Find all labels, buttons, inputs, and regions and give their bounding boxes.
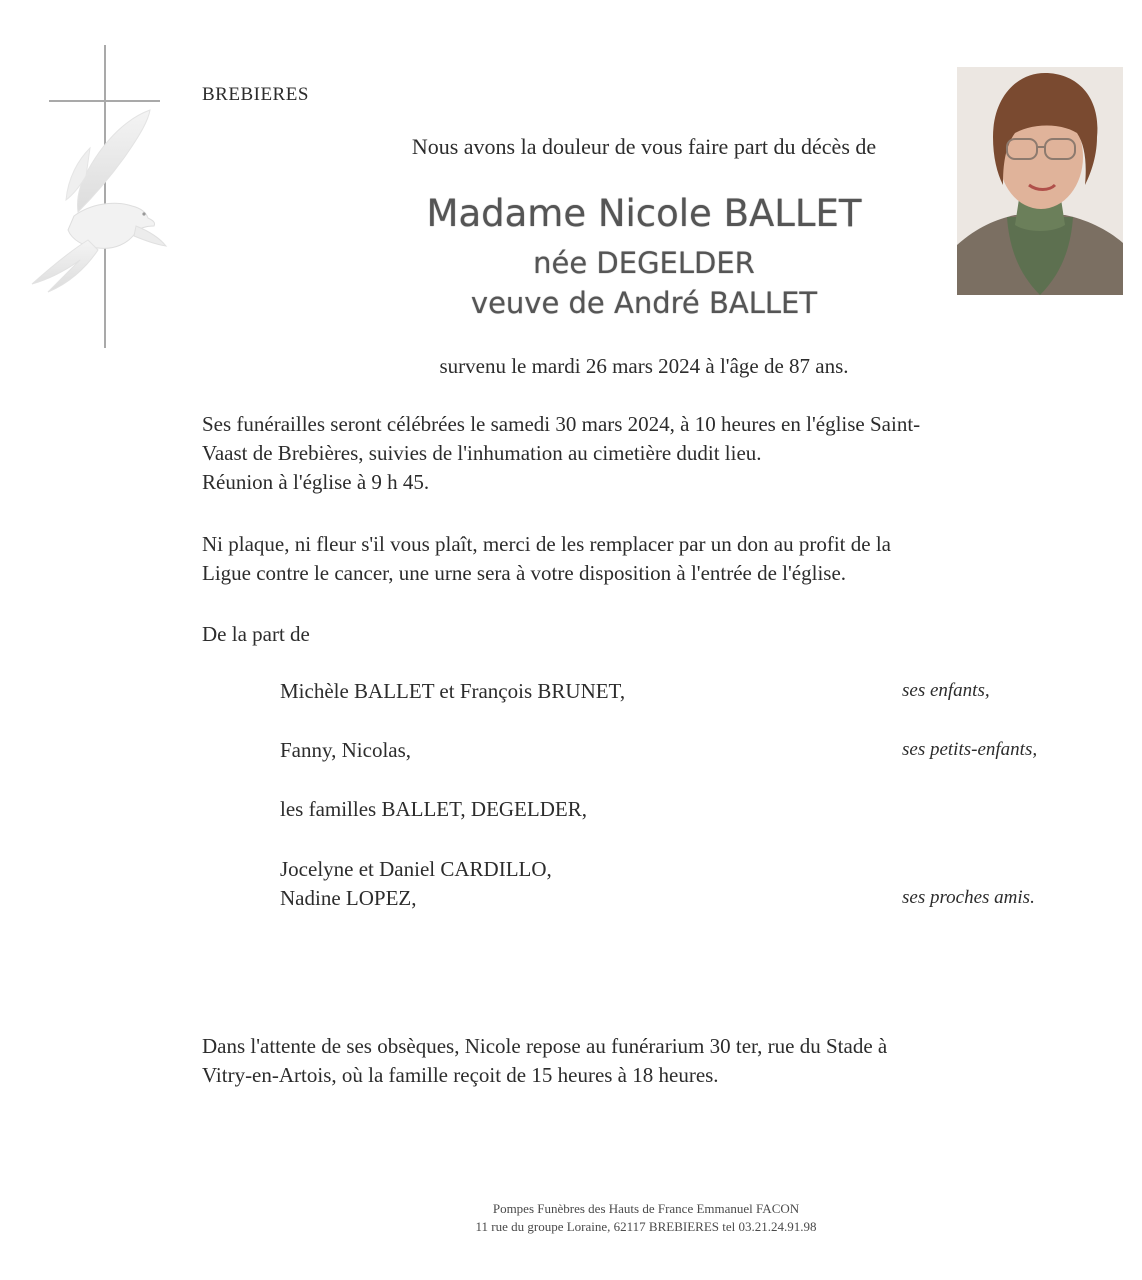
wake-line: Dans l'attente de ses obsèques, Nicole repose au funérarium 30 ter, rue du Stade à (202, 1034, 888, 1058)
relation-grandchildren: ses petits-enfants, (902, 739, 1038, 760)
deceased-name: Madame Nicole BALLET (426, 192, 862, 235)
family-friends-2: Nadine LOPEZ, (280, 886, 417, 910)
family-children: Michèle BALLET et François BRUNET, (280, 679, 626, 703)
flowers-paragraph (202, 530, 1072, 588)
relation-children: ses enfants, (902, 680, 990, 701)
intro-text: Nous avons la douleur de vous faire part du décès de (411, 134, 877, 159)
funeral-line: Vaast de Brebières, suivies de l'inhumation au cimetière dudit lieu. (202, 441, 762, 465)
from-label: De la part de (202, 622, 310, 646)
death-date-line: survenu le mardi 26 mars 2024 à l'âge de 87 ans. (439, 354, 849, 378)
place-name: BREBIERES (202, 84, 309, 105)
footer (300, 1200, 992, 1236)
widow-of: veuve de André BALLET (470, 286, 818, 320)
flowers-line: Ligue contre le cancer, une urne sera à votre disposition à l'entrée de l'église. (202, 561, 847, 585)
family-grandchildren: Fanny, Nicolas, (280, 738, 412, 762)
flowers-line: Ni plaque, ni fleur s'il vous plaît, merci de les remplacer par un don au profit de la (202, 532, 891, 556)
cross-horizontal (49, 100, 160, 102)
funeral-line: Ses funérailles seront célébrées le samedi 30 mars 2024, à 10 heures en l'église Saint- (202, 412, 921, 436)
maiden-name: née DEGELDER (533, 246, 755, 280)
relation-friends: ses proches amis. (902, 887, 1035, 908)
wake-line: Vitry-en-Artois, où la famille reçoit de 15 heures à 18 heures. (202, 1063, 719, 1087)
family-families: les familles BALLET, DEGELDER, (280, 797, 587, 821)
footer-company: Pompes Funèbres des Hauts de France Emmanuel FACON (492, 1201, 800, 1216)
family-friends-1: Jocelyne et Daniel CARDILLO, (280, 857, 552, 881)
footer-address: 11 rue du groupe Loraine, 62117 BREBIERES tel 03.21.24.91.98 (475, 1219, 817, 1234)
funeral-line: Réunion à l'église à 9 h 45. (202, 470, 430, 494)
dove-icon (28, 108, 173, 293)
funeral-paragraph (202, 410, 1072, 497)
wake-paragraph (202, 1032, 1072, 1090)
